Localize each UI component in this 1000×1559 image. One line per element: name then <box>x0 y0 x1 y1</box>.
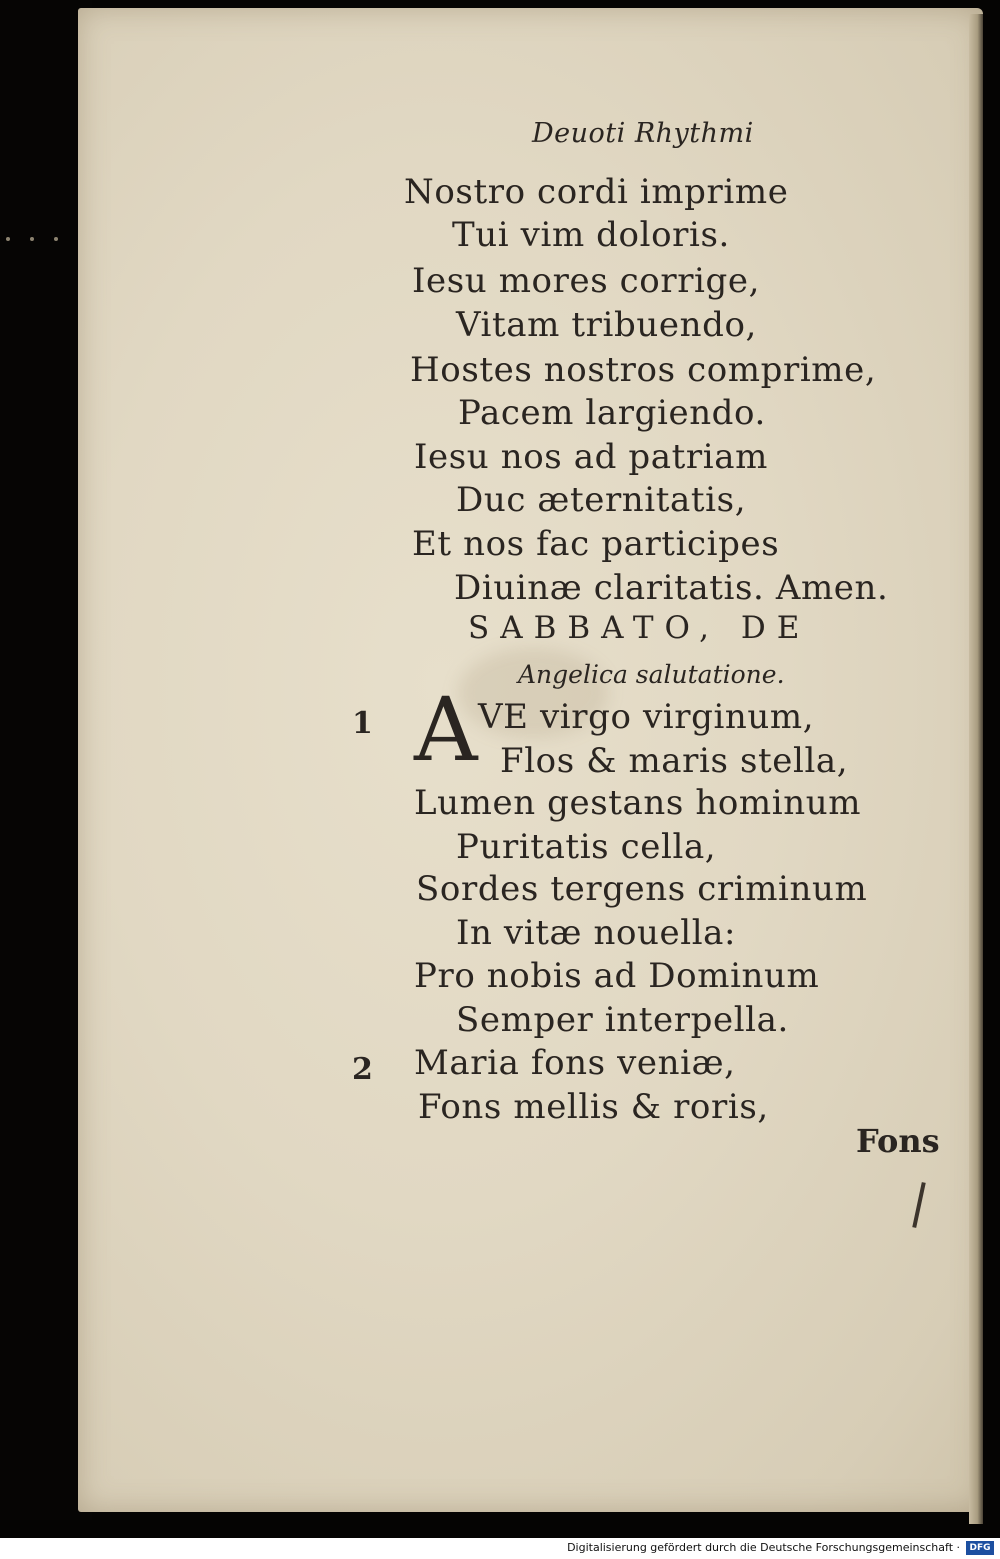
verse-line: In vitæ nouella: <box>456 913 737 953</box>
verse-line: Semper interpella. <box>456 1000 789 1040</box>
edge-mark <box>30 237 34 241</box>
edge-mark <box>6 237 10 241</box>
verse-line: Diuinæ claritatis. Amen. <box>454 568 889 608</box>
stanza-number: 1 <box>352 706 373 741</box>
stanza-number: 2 <box>352 1052 373 1087</box>
running-head: Deuoti Rhythmi <box>532 118 754 149</box>
verse-line: Vitam tribuendo, <box>456 305 757 345</box>
section-subtitle: Angelica salutatione. <box>518 660 785 689</box>
edge-mark <box>54 237 58 241</box>
section-title: SABBATO, DE <box>468 610 811 646</box>
verse-line: Duc æternitatis, <box>456 480 747 520</box>
verse-line: Nostro cordi imprime <box>404 172 789 212</box>
verse-line: Hostes nostros comprime, <box>410 350 877 390</box>
verse-line: Iesu nos ad patriam <box>414 437 768 477</box>
dfg-logo: DFG <box>966 1541 994 1555</box>
verse-line: Flos & maris stella, <box>500 741 849 781</box>
page-edge <box>969 14 983 1524</box>
verse-line: Fons mellis & roris, <box>418 1087 769 1127</box>
verse-line: Pacem largiendo. <box>458 393 766 433</box>
footer-credit: Digitalisierung gefördert durch die Deutsche Forschungsgemeinschaft · <box>567 1541 960 1554</box>
verse-line: Pro nobis ad Dominum <box>414 956 820 996</box>
verse-line: Sordes tergens criminum <box>416 869 868 909</box>
verse-line: Lumen gestans hominum <box>414 783 862 823</box>
verse-line: Et nos fac participes <box>412 524 780 564</box>
verse-line: Puritatis cella, <box>456 827 717 867</box>
verse-line: Iesu mores corrige, <box>412 261 761 301</box>
catchword: Fons <box>856 1122 940 1160</box>
verse-line: Maria fons veniæ, <box>414 1043 736 1083</box>
drop-cap: A <box>414 678 478 781</box>
verse-line: Tui vim doloris. <box>452 215 730 255</box>
verse-line: VE virgo virginum, <box>478 697 815 737</box>
